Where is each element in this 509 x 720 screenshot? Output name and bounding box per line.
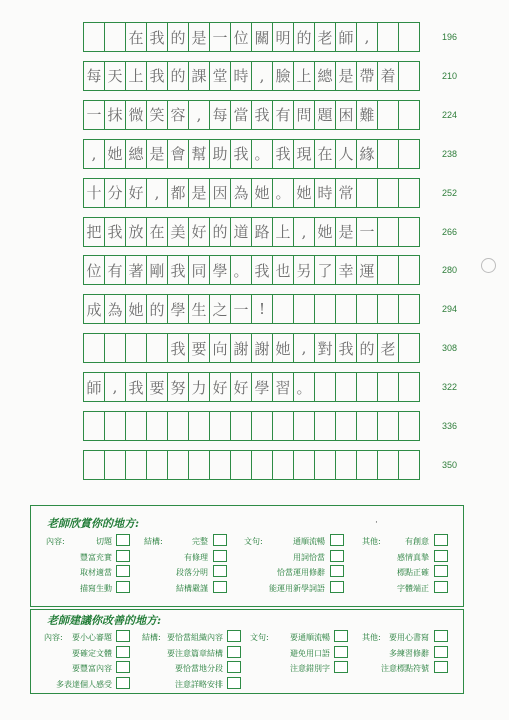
grid-cell: 的 (356, 333, 378, 363)
grid-cell (83, 450, 105, 480)
grid-cell: 一 (356, 217, 378, 247)
binder-hole (481, 258, 496, 273)
grid-cell: ! (251, 294, 273, 324)
grid-cell: 有 (104, 255, 126, 285)
grid-cell: 另 (293, 255, 315, 285)
grid-cell (377, 100, 399, 130)
grid-cell (398, 411, 420, 441)
checkbox[interactable] (434, 646, 448, 658)
grid-cell: 要 (146, 372, 168, 402)
grid-cell: 難 (356, 100, 378, 130)
checkbox[interactable] (213, 565, 227, 577)
grid-cell: , (104, 372, 126, 402)
grid-cell: 我 (167, 333, 189, 363)
checkbox[interactable] (227, 630, 241, 642)
grid-cell: 為 (230, 178, 252, 208)
checkbox[interactable] (227, 677, 241, 689)
grid-cell (398, 61, 420, 91)
grid-cell: 學 (167, 294, 189, 324)
grid-cell: 習 (272, 372, 294, 402)
grid-cell: , (293, 333, 315, 363)
grid-cell: 助 (209, 139, 231, 169)
grid-cell: 一 (209, 22, 231, 52)
grid-cell: 位 (230, 22, 252, 52)
checklist-item-label: 取材適當 (80, 568, 112, 577)
grid-cell: 剛 (146, 255, 168, 285)
checkbox[interactable] (434, 550, 448, 562)
grid-cell: 道 (230, 217, 252, 247)
grid-cell (356, 450, 378, 480)
grid-cell: 上 (125, 61, 147, 91)
checkbox[interactable] (116, 646, 130, 658)
grid-cell (293, 411, 315, 441)
grid-cell (314, 450, 336, 480)
grid-cell (398, 255, 420, 285)
grid-row (83, 22, 435, 52)
checklist-item-label: 要注意篇章結構 (167, 648, 223, 658)
checklist-item-label: 有條理 (184, 552, 208, 562)
grid-cell: 時 (314, 178, 336, 208)
grid-row (83, 217, 435, 247)
grid-cell: 老 (377, 333, 399, 363)
row-number: 238 (442, 148, 458, 159)
grid-cell: 老 (314, 22, 336, 52)
grid-cell: , (251, 61, 273, 91)
row-number: 350 (442, 459, 458, 470)
grid-cell (377, 255, 399, 285)
grid-cell (230, 411, 252, 441)
row-number: 266 (442, 226, 458, 237)
checkbox[interactable] (334, 646, 348, 658)
grid-cell (251, 411, 273, 441)
grid-cell: 都 (167, 178, 189, 208)
grid-cell: 。 (251, 139, 273, 169)
checklist-item-label: 恰當運用修辭 (277, 568, 325, 577)
grid-cell: 是 (335, 217, 357, 247)
grid-cell: 的 (146, 294, 168, 324)
category-label: 文句: (244, 537, 263, 546)
grid-cell (209, 450, 231, 480)
grid-cell: 笑 (146, 100, 168, 130)
grid-cell (398, 22, 420, 52)
grid-cell (377, 22, 399, 52)
grid-cell: 一 (83, 100, 105, 130)
checklist-item-label: 要通順流暢 (290, 633, 330, 642)
grid-cell (377, 139, 399, 169)
grid-cell (314, 294, 336, 324)
grid-cell: 之 (209, 294, 231, 324)
checklist-item-label: 多練習修辭 (389, 648, 429, 658)
checkbox[interactable] (330, 581, 344, 593)
grid-cell (356, 411, 378, 441)
grid-cell (83, 22, 105, 52)
grid-cell (335, 450, 357, 480)
grid-cell: 臉 (272, 61, 294, 91)
grid-cell (377, 372, 399, 402)
grid-cell: 。 (272, 178, 294, 208)
grid-cell (83, 411, 105, 441)
grid-row (83, 255, 435, 285)
praise-title: 老師欣賞你的地方: (47, 517, 140, 530)
grid-cell: 成 (83, 294, 105, 324)
grid-cell (398, 178, 420, 208)
improve-title: 老師建議你改善的地方: (47, 614, 162, 627)
grid-cell: 為 (104, 294, 126, 324)
grid-cell: 總 (314, 61, 336, 91)
checklist-item-label: 段落分明 (176, 568, 208, 577)
grid-cell: 把 (83, 217, 105, 247)
grid-cell: 在 (146, 217, 168, 247)
checklist-item-label: 注意錯別字 (290, 664, 330, 673)
checklist-item-label: 完整 (192, 537, 208, 546)
grid-cell: 我 (335, 333, 357, 363)
checkbox[interactable] (116, 630, 130, 642)
grid-cell (209, 411, 231, 441)
grid-cell: 有 (272, 100, 294, 130)
grid-cell (398, 372, 420, 402)
checklist-item-label: 切題 (96, 537, 112, 546)
grid-cell (83, 333, 105, 363)
grid-cell: 是 (188, 22, 210, 52)
grid-cell (146, 411, 168, 441)
grid-cell: 謝 (230, 333, 252, 363)
grid-row (83, 100, 435, 130)
grid-cell: 是 (188, 178, 210, 208)
checkbox[interactable] (434, 581, 448, 593)
category-label: 結構: (144, 537, 163, 546)
checklist-item-label: 要恰當組織內容 (167, 633, 223, 642)
grid-cell: 堂 (209, 61, 231, 91)
checkbox[interactable] (334, 630, 348, 642)
grid-cell: 分 (104, 178, 126, 208)
category-label: 其他: (362, 633, 381, 642)
grid-cell (398, 450, 420, 480)
checkbox[interactable] (227, 646, 241, 658)
grid-cell (314, 411, 336, 441)
row-number: 294 (442, 304, 458, 315)
grid-cell (146, 450, 168, 480)
grid-cell: 因 (209, 178, 231, 208)
grid-cell (251, 450, 273, 480)
grid-row (83, 450, 435, 480)
grid-cell: 好 (230, 372, 252, 402)
grid-cell (125, 411, 147, 441)
grid-cell: 在 (125, 22, 147, 52)
grid-row (83, 61, 435, 91)
grid-cell: 問 (293, 100, 315, 130)
grid-cell (188, 450, 210, 480)
grid-cell: 我 (251, 255, 273, 285)
grid-cell: 的 (167, 61, 189, 91)
grid-cell: 向 (209, 333, 231, 363)
grid-cell (104, 22, 126, 52)
grid-cell: 幫 (188, 139, 210, 169)
checklist-item-label: 能運用新學詞語 (269, 583, 325, 593)
checkbox[interactable] (334, 661, 348, 673)
checkbox[interactable] (330, 534, 344, 546)
grid-cell (398, 333, 420, 363)
grid-cell: 常 (335, 178, 357, 208)
grid-cell: 困 (335, 100, 357, 130)
checkbox[interactable] (330, 550, 344, 562)
grid-cell: 我 (146, 22, 168, 52)
checkbox[interactable] (213, 550, 227, 562)
checklist-item-label: 要用心書寫 (389, 633, 429, 642)
checklist-item-label: 要小心審題 (72, 633, 112, 642)
grid-cell: 要 (188, 333, 210, 363)
grid-cell: 好 (209, 372, 231, 402)
row-number: 280 (442, 265, 458, 276)
checklist-item-label: 豐富充實 (80, 552, 112, 562)
grid-row (83, 333, 435, 363)
grid-cell: 努 (167, 372, 189, 402)
category-label: 結構: (142, 633, 161, 642)
grid-cell: 師 (335, 22, 357, 52)
grid-cell: 她 (293, 178, 315, 208)
grid-cell: 人 (335, 139, 357, 169)
grid-cell: 運 (356, 255, 378, 285)
grid-cell: 力 (188, 372, 210, 402)
checkbox[interactable] (434, 565, 448, 577)
grid-cell (104, 411, 126, 441)
grid-cell (398, 139, 420, 169)
grid-cell: 在 (314, 139, 336, 169)
grid-cell: 的 (209, 217, 231, 247)
checklist-item-label: 多表達個人感受 (56, 679, 112, 689)
grid-row (83, 294, 435, 324)
grid-cell: 上 (293, 61, 315, 91)
grid-cell: 的 (293, 22, 315, 52)
grid-cell (377, 450, 399, 480)
row-number: 224 (442, 109, 458, 120)
grid-cell: 師 (83, 372, 105, 402)
grid-cell: 她 (125, 294, 147, 324)
grid-cell: , (188, 100, 210, 130)
grid-cell (377, 294, 399, 324)
grid-cell: 着 (377, 61, 399, 91)
checklist-item-label: 要豐富內容 (72, 664, 112, 673)
grid-cell (356, 178, 378, 208)
grid-cell: 位 (83, 255, 105, 285)
grid-cell: 是 (146, 139, 168, 169)
row-number: 322 (442, 382, 458, 393)
grid-cell: 好 (125, 178, 147, 208)
grid-cell (377, 217, 399, 247)
grid-cell (125, 333, 147, 363)
grid-cell: 。 (230, 255, 252, 285)
grid-cell (167, 411, 189, 441)
grid-cell (272, 294, 294, 324)
grid-cell: 她 (314, 217, 336, 247)
checkbox[interactable] (116, 677, 130, 689)
grid-cell: 我 (146, 61, 168, 91)
checkbox[interactable] (227, 661, 241, 673)
grid-cell (335, 294, 357, 324)
grid-cell: 現 (293, 139, 315, 169)
checkbox[interactable] (116, 581, 130, 593)
grid-cell: 幸 (335, 255, 357, 285)
checkbox[interactable] (330, 565, 344, 577)
checkbox[interactable] (213, 581, 227, 593)
grid-cell: , (83, 139, 105, 169)
checkbox[interactable] (116, 661, 130, 673)
grid-cell: 路 (251, 217, 273, 247)
grid-cell (104, 450, 126, 480)
grid-cell: 放 (125, 217, 147, 247)
grid-cell (356, 372, 378, 402)
checklist-item-label: 結構嚴謹 (176, 583, 208, 593)
grid-cell: 對 (314, 333, 336, 363)
checkbox[interactable] (434, 630, 448, 642)
grid-cell: 我 (251, 100, 273, 130)
grid-cell: 我 (125, 372, 147, 402)
grid-cell: 我 (272, 139, 294, 169)
grid-cell: 天 (104, 61, 126, 91)
checkbox[interactable] (434, 661, 448, 673)
checkbox[interactable] (116, 550, 130, 562)
grid-cell: 學 (251, 372, 273, 402)
grid-cell: , (293, 217, 315, 247)
grid-cell: 美 (167, 217, 189, 247)
grid-row (83, 139, 435, 169)
checklist-item-label: 用詞恰當 (293, 552, 325, 562)
grid-cell: 當 (230, 100, 252, 130)
row-number: 336 (442, 421, 458, 431)
grid-cell: 緣 (356, 139, 378, 169)
row-number: 252 (442, 187, 458, 198)
grid-cell: 關 (251, 22, 273, 52)
grid-cell: 每 (83, 61, 105, 91)
checklist-item-label: 感情真摯 (397, 552, 429, 562)
grid-cell: 帶 (356, 61, 378, 91)
grid-cell (377, 178, 399, 208)
grid-cell (104, 333, 126, 363)
grid-cell (230, 450, 252, 480)
checklist-item-label: 注意標點符號 (381, 664, 429, 673)
grid-cell: , (146, 178, 168, 208)
checklist-item-label: 避免用口語 (290, 648, 330, 658)
checklist-item-label: 要確定文體 (72, 648, 112, 658)
grid-cell (398, 100, 420, 130)
category-label: 文句: (250, 633, 269, 642)
checkbox[interactable] (116, 534, 130, 546)
grid-row (83, 411, 435, 441)
grid-cell: 生 (188, 294, 210, 324)
grid-cell: 也 (272, 255, 294, 285)
checklist-item-label: 注意詳略安排 (175, 679, 223, 689)
category-label: 內容: (46, 537, 65, 546)
praise-box: 老師欣賞你的地方: · (30, 505, 464, 607)
row-number: 210 (442, 70, 458, 81)
grid-cell: 是 (335, 61, 357, 91)
grid-cell (335, 411, 357, 441)
grid-cell: 課 (188, 61, 210, 91)
grid-cell (314, 372, 336, 402)
grid-cell (293, 294, 315, 324)
checkbox[interactable] (434, 534, 448, 546)
grid-cell (398, 294, 420, 324)
grid-cell: 明 (272, 22, 294, 52)
grid-cell: , (356, 22, 378, 52)
grid-cell: 她 (272, 333, 294, 363)
grid-cell: 每 (209, 100, 231, 130)
grid-cell: 同 (188, 255, 210, 285)
grid-cell: 她 (251, 178, 273, 208)
grid-cell (146, 333, 168, 363)
grid-cell: 一 (230, 294, 252, 324)
grid-cell: 學 (209, 255, 231, 285)
grid-cell: 抹 (104, 100, 126, 130)
checklist-item-label: 標點正確 (397, 568, 429, 577)
grid-cell: 微 (125, 100, 147, 130)
category-label: 內容: (44, 633, 63, 642)
checklist-item-label: 要恰當地分段 (175, 664, 223, 673)
checklist-item-label: 有創意 (405, 537, 429, 546)
grid-cell: 十 (83, 178, 105, 208)
grid-cell (377, 411, 399, 441)
grid-row (83, 372, 435, 402)
grid-cell (167, 450, 189, 480)
row-number: 196 (442, 32, 458, 42)
grid-cell (125, 450, 147, 480)
checkbox[interactable] (213, 534, 227, 546)
grid-cell: 她 (104, 139, 126, 169)
grid-cell: 謝 (251, 333, 273, 363)
grid-cell (272, 411, 294, 441)
grid-cell (272, 450, 294, 480)
grid-cell (293, 450, 315, 480)
grid-cell: 的 (167, 22, 189, 52)
grid-cell: 了 (314, 255, 336, 285)
checklist-item-label: 通順流暢 (293, 537, 325, 546)
checklist-item-label: 字體端正 (397, 583, 429, 593)
grid-cell: 上 (272, 217, 294, 247)
grid-cell: 我 (104, 217, 126, 247)
grid-cell (356, 294, 378, 324)
row-number: 308 (442, 343, 458, 354)
category-label: 其他: (362, 537, 381, 546)
grid-cell: 著 (125, 255, 147, 285)
checkbox[interactable] (116, 565, 130, 577)
checklist-item-label: 描寫生動 (80, 583, 112, 593)
grid-row (83, 178, 435, 208)
grid-cell: 好 (188, 217, 210, 247)
grid-cell (398, 217, 420, 247)
grid-cell: 我 (230, 139, 252, 169)
grid-cell: 總 (125, 139, 147, 169)
grid-cell (188, 411, 210, 441)
grid-cell: 時 (230, 61, 252, 91)
grid-cell: 會 (167, 139, 189, 169)
grid-cell: 題 (314, 100, 336, 130)
grid-cell (335, 372, 357, 402)
grid-cell: 。 (293, 372, 315, 402)
grid-cell: 容 (167, 100, 189, 130)
grid-cell: 我 (167, 255, 189, 285)
